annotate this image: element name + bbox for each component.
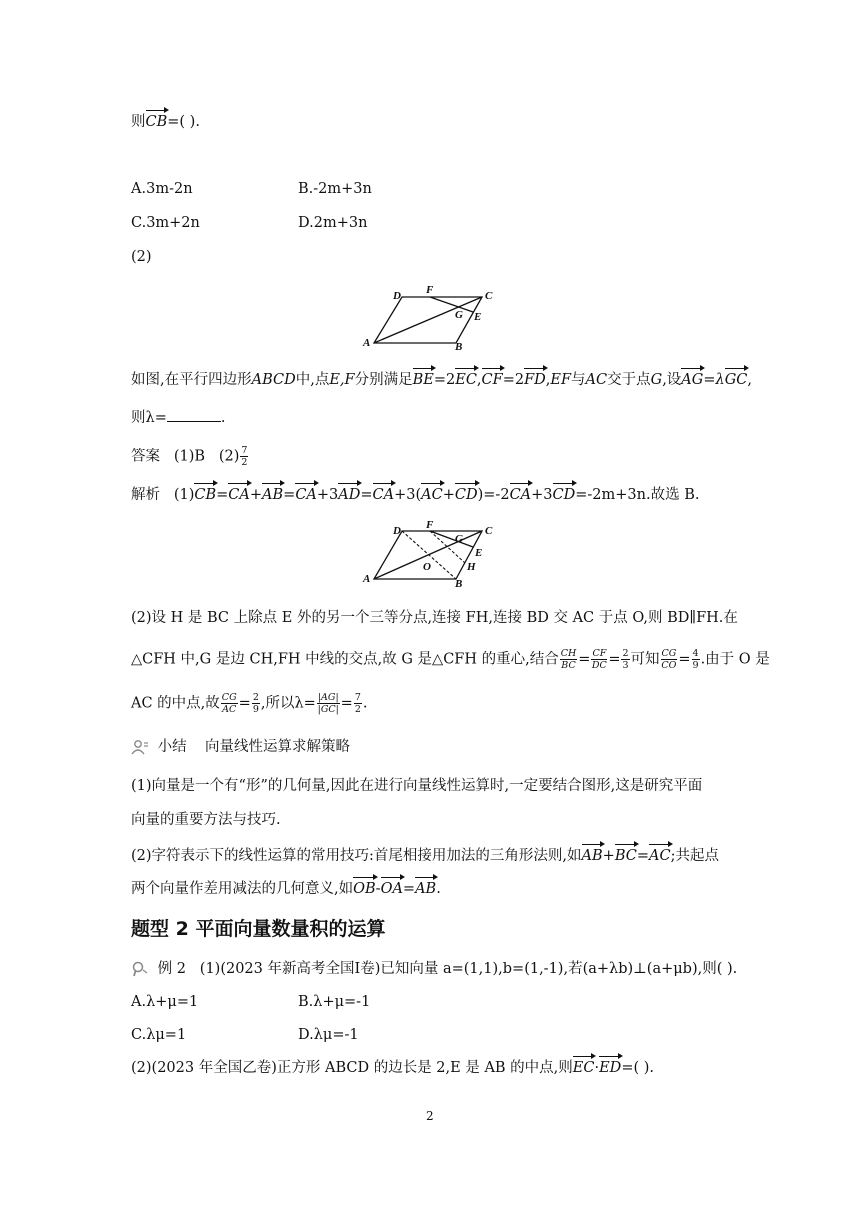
text: ;共起点 (670, 848, 719, 864)
analysis2-line1: (2)设 H 是 BC 上除点 E 外的另一个三等分点,连接 FH,连接 BD 交 AC 于点 O,则 BD∥FH.在 (131, 610, 738, 626)
option-label: C. (131, 215, 147, 231)
vec: CA (372, 487, 395, 503)
option-a (131, 179, 193, 199)
text: 如图,在平行四边形 (131, 372, 252, 388)
q2-text-line2 (131, 408, 225, 428)
analysis2-line2: △CFH 中,G 是边 CH,FH 中线的交点,故 G 是△CFH 的重心,结合 $\frac{CH}{BC}$ = $\frac{CF}{DC}$ = $\frac{2}{3}$ 可知 $\frac{CG}{CO}$ = $\frac{4}{9}$ .由于 O 是 (131, 648, 770, 671)
summary-p1a: (1)向量是一个有“形”的几何量,因此在进行向量线性运算时,一定要结合图形,这是研究平面 (131, 778, 703, 794)
vec-cb: CB (145, 114, 168, 130)
label-c: C (485, 525, 493, 537)
text: ABCD (251, 372, 296, 388)
option-d (298, 213, 367, 233)
numerator: 7 (241, 445, 248, 456)
fraction: $\frac{2}{3}$ (622, 648, 629, 671)
q1-prefix: 则 (131, 114, 146, 130)
fraction: $\frac{4}{9}$ (692, 648, 699, 671)
option-b (298, 179, 372, 199)
q1-tail (131, 112, 200, 132)
text: (2)字符表示下的线性运算的常用技巧:首尾相接用加法的三角形法则,如 (131, 848, 582, 864)
label-e: E (475, 547, 483, 559)
summary-title: 向量线性运算求解策略 (205, 739, 351, 755)
answer-blank[interactable] (167, 409, 221, 422)
analysis-label: 解析 (131, 487, 160, 503)
label-e: E (474, 311, 482, 323)
text: =( ). (621, 1060, 654, 1076)
answer-fraction (240, 445, 248, 468)
option-label: B. (298, 181, 314, 197)
vec: OA (380, 881, 403, 897)
vec: AC (649, 848, 671, 864)
section-heading: 题型 2 平面向量数量积的运算 (131, 918, 386, 940)
person-note-icon (131, 739, 149, 755)
summary-header (131, 737, 350, 757)
option-text: λμ=1 (146, 1027, 187, 1043)
text: △CFH 中,G 是边 CH,FH 中线的交点,故 G 是△CFH 的重心,结合 (131, 651, 559, 668)
text: AC 的中点,故 (131, 695, 220, 712)
summary-p1b: 向量的重要方法与技巧. (131, 812, 281, 828)
vec: FD (524, 372, 546, 388)
summary-p2b: 两个向量作差用减法的几何意义,如OB-OA=AB. (131, 881, 441, 897)
fraction: $\frac{CG}{AC}$ (221, 692, 237, 715)
vec: CA (228, 487, 250, 503)
fraction: $\frac{CH}{BC}$ (560, 648, 577, 671)
option-label: C. (131, 1027, 147, 1043)
parallelogram-figure-2 (360, 519, 500, 587)
option-label: D. (298, 215, 314, 231)
example2-option-c (131, 1025, 186, 1045)
text: 与 (571, 372, 586, 388)
label-b: B (455, 578, 463, 587)
parallelogram-figure-1 (360, 283, 500, 351)
vec: AD (338, 487, 361, 503)
example-label: 例 2 (157, 961, 186, 977)
label-a: A (363, 573, 371, 585)
vec: GC (724, 372, 748, 388)
example-q1-text: (1)(2023 年新高考全国Ⅰ卷)已知向量 a=(1,1),b=(1,-1),若(a+λb)⊥(a+μb),则( ). (199, 961, 738, 977)
magnifier-icon (131, 961, 149, 977)
text: 中,点 (295, 372, 330, 388)
example2-q2: (2)(2023 年全国乙卷)正方形 ABCD 的边长是 2,E 是 AB 的中点,则EC·ED=( ). (131, 1060, 654, 1076)
line-ac (374, 297, 482, 343)
page-number: 2 (426, 1109, 434, 1123)
text: 可知 (630, 651, 660, 668)
label-f: F (426, 284, 434, 296)
analysis-line1: 解析 (1)CB=CA+AB=CA+3AD=CA+3(AC+CD)=-2CA+3CD=-2m+3n.故选 B. (131, 487, 700, 503)
q2-text-line1: 如图,在平行四边形ABCD中,点E,F分别满足BE=2EC,CF=2FD,EF与AC交于点G,设AG=λGC, (131, 372, 753, 388)
option-text: 3m+2n (146, 215, 200, 231)
label-d: D (393, 290, 401, 302)
vec: AB (262, 487, 284, 503)
option-text: 3m-2n (146, 181, 193, 197)
option-label: A. (131, 181, 147, 197)
text: EF (550, 372, 572, 388)
text: 交于点 (607, 372, 651, 388)
vec: AB (581, 848, 603, 864)
option-label: B. (298, 994, 314, 1010)
text: ,所以λ= (260, 695, 316, 712)
text: 两个向量作差用减法的几何意义,如 (131, 881, 354, 897)
answer-label: 答案 (131, 448, 160, 465)
text: .由于 O 是 (700, 651, 770, 668)
example2-option-d (298, 1025, 359, 1045)
fraction: $\frac{CF}{DC}$ (591, 648, 607, 671)
option-label: A. (131, 994, 147, 1010)
analysis2-line3: AC 的中点,故 $\frac{CG}{AC}$ = $\frac{2}{9}$ ,所以λ= $\frac{|AG|}{|GC|}$ = $\frac{7}{2}$ . (131, 692, 368, 715)
text: AC (585, 372, 608, 388)
vec: OB (353, 881, 376, 897)
q1-suffix: =( ). (167, 114, 200, 130)
vec: CD (552, 487, 576, 503)
text: 则λ= (131, 410, 167, 426)
vec: CB (194, 487, 217, 503)
label-a: A (363, 337, 371, 349)
denominator: 2 (241, 457, 248, 468)
option-text: λ+μ=-1 (313, 994, 371, 1010)
vec: CA (295, 487, 317, 503)
label-b: B (455, 341, 463, 351)
label-c: C (485, 290, 493, 302)
vec: CA (509, 487, 532, 503)
summary-label: 小结 (157, 739, 187, 755)
vec: ED (599, 1060, 622, 1076)
vec: AB (415, 881, 437, 897)
label-h: H (467, 561, 476, 573)
vec: EC (455, 372, 477, 388)
label-g: G (455, 309, 463, 321)
text: E,F (329, 372, 355, 388)
text: 分别满足 (354, 372, 413, 388)
vec: BE (412, 372, 434, 388)
option-text: -2m+3n (313, 181, 372, 197)
option-c (131, 213, 200, 233)
q2-label: (2) (131, 249, 152, 265)
vec: EC (572, 1060, 595, 1076)
fraction: $\frac{2}{9}$ (252, 692, 259, 715)
option-text: 2m+3n (313, 215, 368, 231)
vec: BC (614, 848, 637, 864)
text: (2)(2023 年全国乙卷)正方形 ABCD 的边长是 2,E 是 AB 的中点,则 (131, 1060, 573, 1076)
example2-q1 (131, 959, 737, 979)
option-label: D. (298, 1027, 314, 1043)
label-g: G (455, 533, 463, 545)
label-f: F (426, 519, 434, 531)
text: . (362, 695, 368, 712)
fraction: $\frac{7}{2}$ (354, 692, 361, 715)
vec: CD (454, 487, 478, 503)
vec: AG (681, 372, 704, 388)
option-text: λ+μ=1 (146, 994, 199, 1010)
example2-option-a (131, 992, 198, 1012)
text: G (650, 372, 663, 388)
answer-part2: (2) (218, 448, 240, 465)
label-d: D (393, 525, 401, 537)
text: . (220, 410, 226, 426)
label-o: O (423, 561, 431, 573)
analysis-tail: =-2m+3n.故选 B. (575, 487, 700, 503)
fraction: $\frac{|AG|}{|GC|}$ (317, 692, 339, 715)
text: ,设 (662, 372, 682, 388)
answer-part1: (1)B (173, 448, 206, 465)
example2-option-b (298, 992, 370, 1012)
text: . (436, 881, 441, 897)
option-text: λμ=-1 (313, 1027, 359, 1043)
summary-p2a: (2)字符表示下的线性运算的常用技巧:首尾相接用加法的三角形法则,如AB+BC=AC;共起点 (131, 848, 719, 864)
answer-line (131, 445, 249, 468)
vec: AC (421, 487, 443, 503)
vec: CF (481, 372, 503, 388)
fraction: $\frac{CG}{CO}$ (661, 648, 677, 671)
